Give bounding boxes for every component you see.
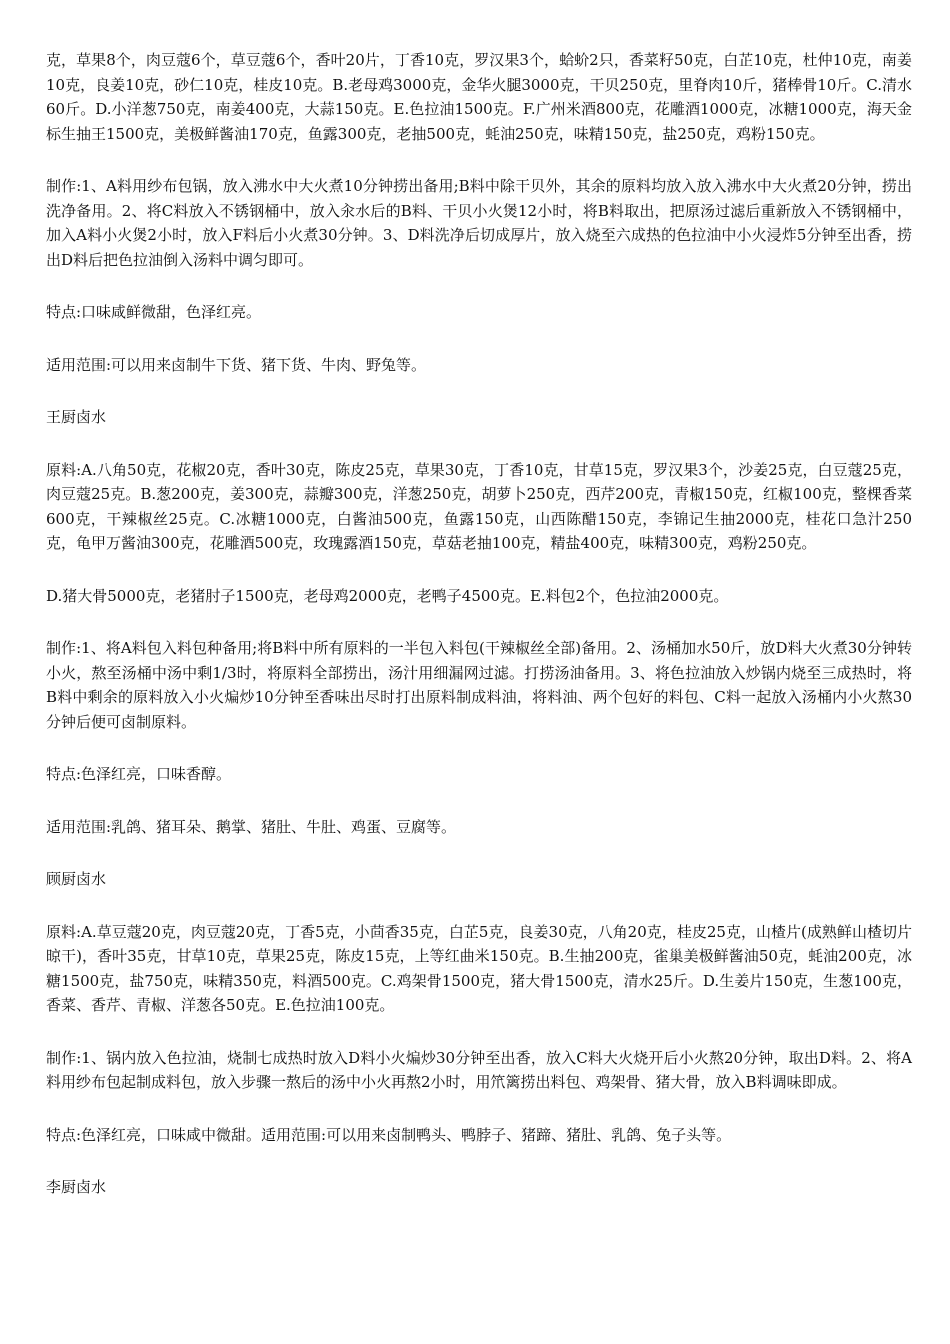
method-paragraph: 制作:1、锅内放入色拉油，烧制七成热时放入D料小火煸炒30分钟至出香，放入C料大火烧开后小火熬20分钟，取出D料。2、将A料用纱布包起制成料包，放入步骤一熬后的汤中小火再熬2小时，用笊篱捞出料包、鸡架骨、猪大骨，放入B料调味即成。 [46, 1048, 912, 1091]
section-heading-wang: 王厨卤水 [46, 408, 107, 426]
ingredient-paragraph: 原料:A.草豆蔻20克，肉豆蔻20克，丁香5克，小茴香35克，白芷5克，良姜30克，八角20克，桂皮25克，山楂片(成熟鲜山楂切片晾干)，香叶35克，甘草10克，草果25克，陈皮15克，上等红曲米150克。B.生抽200克，雀巢美极鲜酱油50克，蚝油200克，冰糖1500克，盐750克，味精350克，料酒500克。C.鸡架骨1500克，猪大骨1500克，清水25斤。D.生姜片150克，生葱100克，香菜、香芹、青椒、洋葱各50克。E.色拉油100克。 [46, 922, 912, 1014]
document-page [46, 48, 912, 1200]
method-paragraph: 制作:1、将A料包入料包种备用;将B料中所有原料的一半包入料包(干辣椒丝全部)备用。2、汤桶加水50斤，放D料大火煮30分钟转小火，熬至汤桶中汤中剩1/3时，将原料全部捞出，汤汁用细漏网过滤。打捞汤油备用。3、将色拉油放入炒锅内烧至三成热时，将B料中剩余的原料放入小火煸炒10分钟至香味出尽时打出原料制成料油，将料油、两个包好的料包、C料一起放入汤桶内小火熬30分钟后便可卤制原料。 [46, 639, 912, 731]
features-paragraph: 特点:口味咸鲜微甜，色泽红亮。 [46, 303, 262, 321]
method-paragraph: 制作:1、A料用纱布包锅，放入沸水中大火煮10分钟捞出备用;B料中除干贝外，其余的原料均放入放入沸水中大火煮20分钟，捞出洗净备用。2、将C料放入不锈钢桶中，放入汆水后的B料、干贝小火煲12小时，将B料取出，把原汤过滤后重新放入不锈钢桶中，加入A料小火煲2小时，放入F料后小火煮30分钟。3、D料洗净后切成厚片，放入烧至六成热的色拉油中小火浸炸5分钟至出香，捞出D料后把色拉油倒入汤料中调匀即可。 [46, 177, 912, 269]
scope-paragraph: 适用范围:可以用来卤制牛下货、猪下货、牛肉、野兔等。 [46, 355, 427, 374]
features-paragraph: 特点:色泽红亮，口味香醇。 [46, 765, 232, 783]
features-scope-paragraph: 特点:色泽红亮，口味咸中微甜。适用范围:可以用来卤制鸭头、鸭脖子、猪蹄、猪肚、乳鸽、兔子头等。 [46, 1125, 732, 1144]
ingredient-paragraph: 克，草果8个，肉豆蔻6个，草豆蔻6个，香叶20片，丁香10克，罗汉果3个，蛤蚧2只，香菜籽50克，白芷10克，杜仲10克，南姜10克，良姜10克，砂仁10克，桂皮10克。B.老母鸡3000克，金华火腿3000克，干贝250克，里脊肉10斤，猪棒骨10斤。C.清水60斤。D.小洋葱750克，南姜400克，大蒜150克。E.色拉油1500克。F.广州米酒800克，花雕酒1000克，冰糖1000克，海天金标生抽王1500克，美极鲜酱油170克，鱼露300克，老抽500克，蚝油250克，味精150克，盐250克，鸡粉150克。 [46, 51, 913, 143]
ingredient-paragraph: D.猪大骨5000克，老猪肘子1500克，老母鸡2000克，老鸭子4500克。E.料包2个，色拉油2000克。 [46, 586, 729, 605]
section-heading-li: 李厨卤水 [46, 1178, 107, 1196]
section-heading-gu: 顾厨卤水 [46, 870, 107, 888]
scope-paragraph: 适用范围:乳鸽、猪耳朵、鹅掌、猪肚、牛肚、鸡蛋、豆腐等。 [46, 817, 457, 836]
ingredient-paragraph: 原料:A.八角50克，花椒20克，香叶30克，陈皮25克，草果30克，丁香10克，甘草15克，罗汉果3个，沙姜25克，白豆蔻25克，肉豆蔻25克。B.葱200克，姜300克，蒜瓣300克，洋葱250克，胡萝卜250克，西芹200克，青椒150克，红椒100克，整棵香菜600克，干辣椒丝25克。C.冰糖1000克，白酱油500克，鱼露150克，山西陈醋150克，李锦记生抽2000克，桂花口急汁250克，龟甲万酱油300克，花雕酒500克，玫瑰露酒150克，草菇老抽100克，精盐400克，味精300克，鸡粉250克。 [46, 460, 912, 552]
